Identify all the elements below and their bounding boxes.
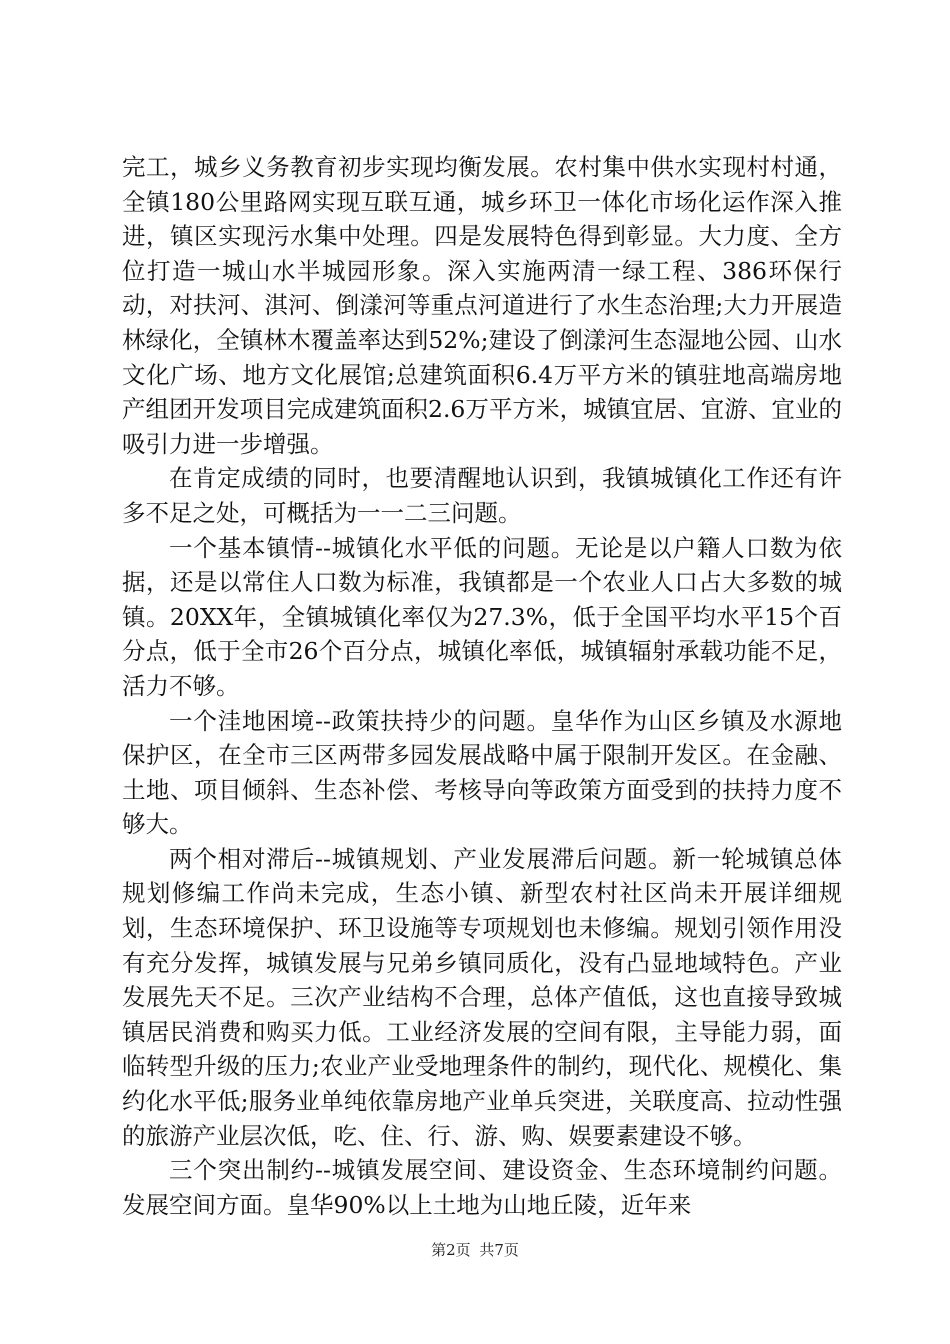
- paragraph: 三个突出制约--城镇发展空间、建设资金、生态环境制约问题。发展空间方面。皇华90%以上土地为山地丘陵，近年来: [122, 1156, 842, 1219]
- paragraph: 一个基本镇情--城镇化水平低的问题。无论是以户籍人口数为依据，还是以常住人口数为标准，我镇都是一个农业人口占大多数的城镇。20XX年，全镇城镇化率仅为27.3%，低于全国平均水平15个百分点，低于全市26个百分点，城镇化率低，城镇辐射承载功能不足，活力不够。: [122, 533, 842, 700]
- page-total: 共7页: [479, 1241, 519, 1259]
- page-number: 第2页: [431, 1241, 471, 1259]
- paragraph: 在肯定成绩的同时，也要清醒地认识到，我镇城镇化工作还有许多不足之处，可概括为一一二三问题。: [122, 464, 842, 527]
- page-footer: [0, 1240, 950, 1260]
- paragraph: 两个相对滞后--城镇规划、产业发展滞后问题。新一轮城镇总体规划修编工作尚未完成，生态小镇、新型农村社区尚未开展详细规划，生态环境保护、环卫设施等专项规划也未修编。规划引领作用没有充分发挥，城镇发展与兄弟乡镇同质化，没有凸显地域特色。产业发展先天不足。三次产业结构不合理，总体产值低，这也直接导致城镇居民消费和购买力低。工业经济发展的空间有限，主导能力弱，面临转型升级的压力;农业产业受地理条件的制约，现代化、规模化、集约化水平低;服务业单纯依靠房地产业单兵突进，关联度高、拉动性强的旅游产业层次低，吃、住、行、游、购、娱要素建设不够。: [122, 844, 842, 1150]
- paragraph: 一个洼地困境--政策扶持少的问题。皇华作为山区乡镇及水源地保护区，在全市三区两带多园发展战略中属于限制开发区。在金融、土地、项目倾斜、生态补偿、考核导向等政策方面受到的扶持力度不够大。: [122, 706, 842, 839]
- document-body: [122, 150, 842, 1222]
- paragraph: 完工，城乡义务教育初步实现均衡发展。农村集中供水实现村村通，全镇180公里路网实现互联互通，城乡环卫一体化市场化运作深入推进，镇区实现污水集中处理。四是发展特色得到彰显。大力度、全方位打造一城山水半城园形象。深入实施两清一绿工程、386环保行动，对扶河、淇河、倒漾河等重点河道进行了水生态治理;大力开展造林绿化，全镇林木覆盖率达到52%;建设了倒漾河生态湿地公园、山水文化广场、地方文化展馆;总建筑面积6.4万平方米的镇驻地高端房地产组团开发项目完成建筑面积2.6万平方米，城镇宜居、宜游、宜业的吸引力进一步增强。: [122, 153, 842, 458]
